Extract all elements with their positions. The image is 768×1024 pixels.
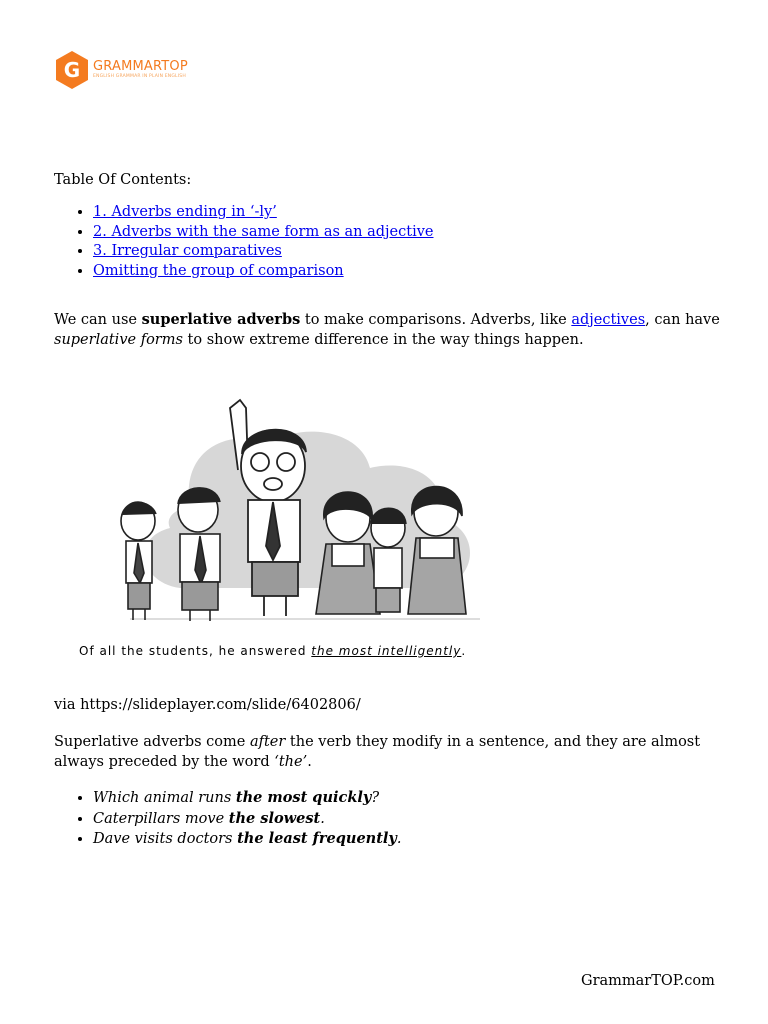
- logo-tagline: ENGLISH GRAMMAR IN PLAIN ENGLISH: [93, 74, 186, 79]
- logo-name: GRAMMARTOP: [93, 59, 188, 74]
- example-item: • Dave visits doctors the least frequently.: [93, 829, 401, 850]
- example-item: • Which animal runs the most quickly?: [93, 788, 401, 809]
- toc-title: Table Of Contents:: [54, 172, 192, 188]
- source-attribution: via https://slideplayer.com/slide/6402806/: [54, 697, 361, 713]
- toc-item: [93, 262, 433, 282]
- toc-item: [93, 203, 433, 223]
- toc-link-4[interactable]: Omitting the group of comparison: [93, 262, 344, 279]
- toc-item: [93, 242, 433, 262]
- logo-hex-icon: [54, 50, 90, 90]
- rule-paragraph: Superlative adverbs come after the verb they modify in a sentence, and they are almost always preceded by the word ‘the’.: [54, 734, 701, 770]
- example-item: • Caterpillars move the slowest.: [93, 809, 401, 830]
- illustration-caption: Of all the students, he answered the most intelligently.: [79, 644, 467, 658]
- students-illustration: [70, 388, 510, 668]
- brand-logo[interactable]: [54, 50, 188, 90]
- toc-list: [54, 203, 433, 281]
- toc-link-1[interactable]: 1. Adverbs ending in ‘-ly’: [93, 204, 277, 220]
- example-list: [54, 788, 401, 850]
- toc-item: [93, 223, 433, 243]
- intro-paragraph: We can use superlative adverbs to make comparisons. Adverbs, like adjectives, can have superlative forms to show extreme difference in the way things happen.: [54, 311, 720, 348]
- toc-link-3[interactable]: 3. Irregular comparatives: [93, 243, 282, 259]
- adjectives-link[interactable]: adjectives: [571, 312, 646, 328]
- footer-site-name: GrammarTOP.com: [581, 973, 715, 989]
- logo-letter: G: [63, 58, 81, 82]
- toc-link-2[interactable]: 2. Adverbs with the same form as an adjective: [93, 223, 434, 240]
